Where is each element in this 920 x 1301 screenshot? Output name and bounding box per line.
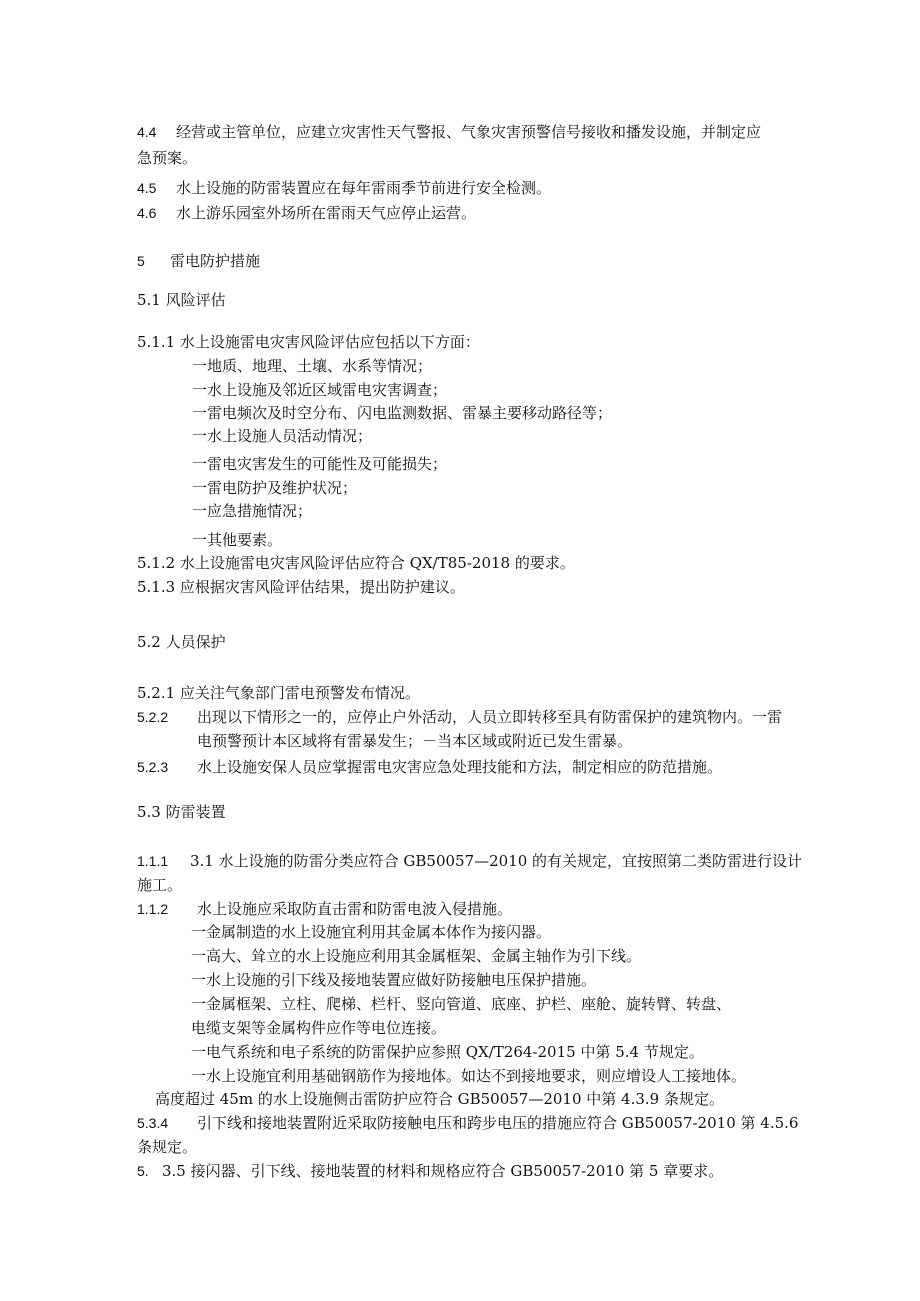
clause-5-3-4-continuation	[137, 1137, 197, 1157]
clause-text: 电预警预计本区域将有雷暴发生；－当本区域或附近已发生雷暴。	[197, 732, 633, 750]
clause-5-1-2	[137, 553, 575, 573]
section-title: 5.2 人员保护	[137, 633, 226, 651]
section-title: 5.1 风险评估	[137, 291, 226, 309]
clause-4-4-continuation	[137, 148, 197, 168]
clause-number: 5.2.3	[137, 759, 169, 775]
list-item	[192, 356, 432, 376]
list-item-text: 一雷电灾害发生的可能性及可能损失；	[192, 455, 448, 473]
section-5-1-heading	[137, 290, 226, 310]
clause-1-1-1-continuation	[137, 875, 182, 895]
clause-5-2-2-continuation	[197, 731, 632, 751]
clause-text: 5.2.1 应关注气象部门雷电预警发布情况。	[137, 684, 420, 702]
section-title: 雷电防护措施	[170, 252, 261, 270]
clause-text: 5.1.3 应根据灾害风险评估结果，提出防护建议。	[137, 578, 465, 596]
list-item-text: 电缆支架等金属构件应作等电位连接。	[191, 1019, 447, 1037]
clause-text: 施工。	[137, 876, 183, 894]
list-item	[191, 994, 731, 1014]
section-5-3-heading	[137, 802, 226, 822]
list-item-text: 一其他要素。	[192, 531, 283, 549]
clause-text: 水上设施的防雷装置应在每年雷雨季节前进行安全检测。	[176, 179, 552, 197]
list-item	[191, 1042, 704, 1062]
clause-text: 急预案。	[137, 149, 198, 167]
clause-number: 4.5	[137, 180, 157, 196]
section-number: 5	[137, 253, 145, 269]
list-item	[191, 946, 641, 966]
clause-5-1-3	[137, 577, 465, 597]
clause-text: 5.1.2 水上设施雷电灾害风险评估应符合 QX/T85-2018 的要求。	[137, 554, 575, 572]
list-item	[192, 454, 447, 474]
list-item	[191, 1066, 746, 1086]
list-item	[192, 426, 372, 446]
clause-number: 4.4	[137, 124, 157, 140]
list-item	[192, 403, 612, 423]
list-item-text: 一水上设施人员活动情况；	[192, 427, 373, 445]
list-item-text: 一高大、耸立的水上设施应利用其金属框架、金属主轴作为引下线。	[191, 947, 642, 965]
clause-text: 5.1.1 水上设施雷电灾害风险评估应包括以下方面：	[137, 333, 480, 351]
list-item-text: 一雷电频次及时空分布、闪电监测数据、雷暴主要移动路径等；	[192, 404, 613, 422]
list-item	[192, 478, 357, 498]
clause-text: 3.5 接闪器、引下线、接地装置的材料和规格应符合 GB50057-2010 第 5 章要求。	[162, 1162, 724, 1180]
clause-text: 3.1 水上设施的防雷分类应符合 GB50057—2010 的有关规定，宜按照第二类防雷进行设计	[190, 852, 803, 870]
list-item	[192, 380, 447, 400]
clause-text: 经营或主管单位，应建立灾害性天气警报、气象灾害预警信号接收和播发设施，并制定应	[176, 123, 762, 141]
clause-text: 出现以下情形之一的，应停止户外活动，人员立即转移至具有防雷保护的建筑物内。一雷	[197, 708, 783, 726]
clause-number: 5.2.2	[137, 709, 169, 725]
list-item-text: 一雷电防护及维护状况；	[192, 479, 358, 497]
list-item-text: 一电气系统和电子系统的防雷保护应参照 QX/T264-2015 中第 5.4 节规定。	[191, 1043, 704, 1061]
clause-text: 高度超过 45m 的水上设施侧击雷防护应符合 GB50057—2010 中第 4.3.9 条规定。	[155, 1090, 724, 1108]
clause-number: 5.	[137, 1163, 149, 1179]
clause-5-1-1	[137, 332, 480, 352]
clause-text: 水上设施安保人员应掌握雷电灾害应急处理技能和方法，制定相应的防范措施。	[197, 758, 723, 776]
section-title: 5.3 防雷装置	[137, 803, 226, 821]
clause-height-over-45m	[155, 1089, 724, 1109]
list-item-text: 一应急措施情况；	[192, 502, 313, 520]
list-item-text: 一水上设施及邻近区域雷电灾害调查；	[192, 381, 448, 399]
list-item-text: 一水上设施宜利用基础钢筋作为接地体。如达不到接地要求，则应增设人工接地体。	[191, 1067, 747, 1085]
clause-number: 1.1.2	[137, 901, 169, 917]
section-5-2-heading	[137, 632, 226, 652]
clause-text: 引下线和接地装置附近采取防接触电压和跨步电压的措施应符合 GB50057-2010 第 4.5.6	[197, 1114, 799, 1132]
clause-text: 条规定。	[137, 1138, 198, 1156]
clause-number: 5.3.4	[137, 1115, 169, 1131]
clause-text: 水上游乐园室外场所在雷雨天气应停止运营。	[176, 204, 477, 222]
list-item-text: 一金属制造的水上设施宜利用其金属本体作为接闪器。	[191, 923, 552, 941]
clause-number: 1.1.1	[137, 853, 169, 869]
clause-number: 4.6	[137, 205, 157, 221]
list-item	[191, 970, 596, 990]
list-item-text: 一地质、地理、土壤、水系等情况；	[192, 357, 433, 375]
list-item	[191, 1018, 446, 1038]
clause-text: 水上设施应采取防直击雷和防雷电波入侵措施。	[197, 900, 513, 918]
clause-5-2-1	[137, 683, 420, 703]
list-item	[191, 922, 551, 942]
list-item	[192, 530, 282, 550]
list-item-text: 一水上设施的引下线及接地装置应做好防接触电压保护措施。	[191, 971, 597, 989]
list-item	[192, 501, 312, 521]
list-item-text: 一金属框架、立柱、爬梯、栏杆、竖向管道、底座、护栏、座舱、旋转臂、转盘、	[191, 995, 732, 1013]
